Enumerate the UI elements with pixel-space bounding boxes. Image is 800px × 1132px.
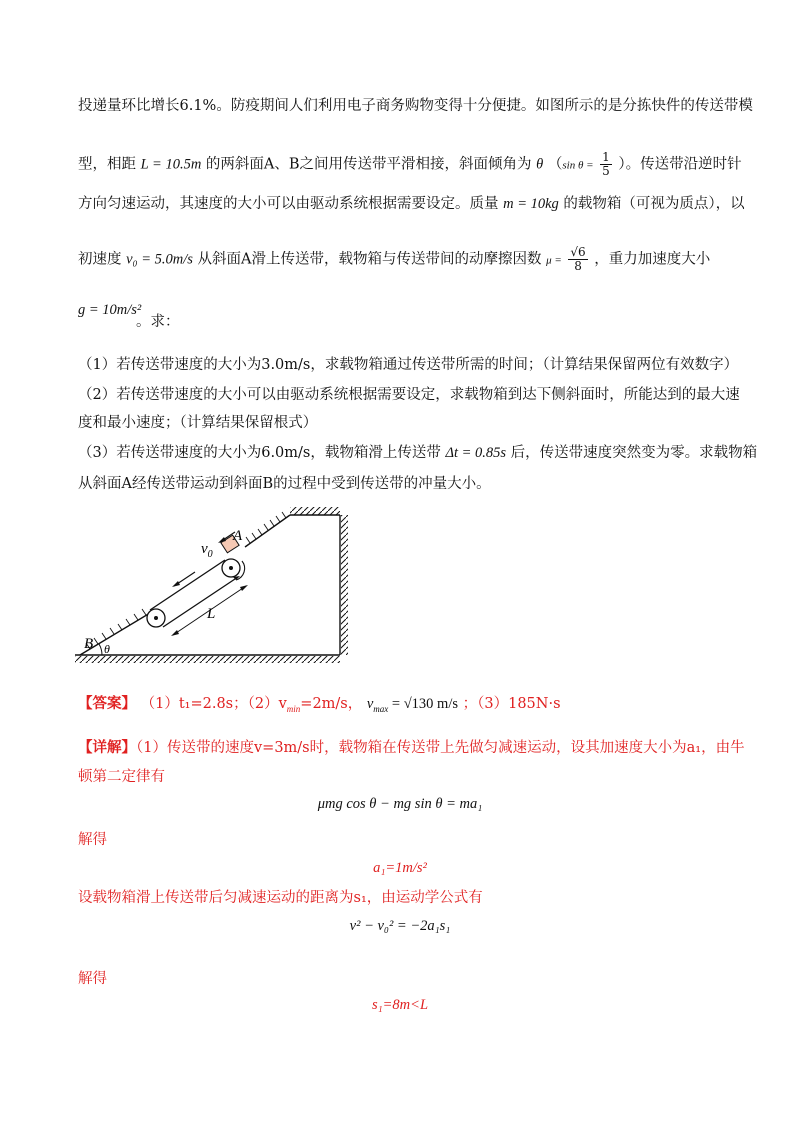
problem-line-2: 型，相距 L = 10.5m 的两斜面A、B之间用传送带平滑相接，斜面倾角为 θ （sin θ = $\frac{1}{5}$ ）。传送带沿逆时针 [78,150,742,178]
equation-3 [0,918,800,935]
text: 解得 [78,832,107,848]
mass-m: m = 10kg [503,196,559,212]
text: 从斜面A滑上传送带，载物箱与传送带间的动摩擦因数 [197,251,542,268]
label-theta: θ [104,642,110,656]
jiede-1 [78,830,107,850]
fraction-numerator: 1 [602,150,610,164]
theta-arc [99,644,102,655]
slope-A [245,515,290,547]
sin-theta: sin θ = [562,159,594,172]
text: a₁=1m/s² [373,860,427,876]
fraction-mu [568,246,587,273]
question-2b [78,413,317,433]
question-3b [78,474,491,494]
subscript: min [286,703,301,714]
text: （1）若传送带速度的大小为3.0m/s，求载物箱通过传送带所需的时间；（计算结果保留两位有效数字） [78,357,739,373]
detail-tag: 【详解】 [78,739,136,756]
initial-velocity: v₀ = 5.0m/s [126,251,193,268]
equation-4 [0,997,800,1014]
text: （3）若传送带速度的大小为6.0m/s，载物箱滑上传送带 [78,445,441,461]
text: 后，传送带速度突然变为零。求载物箱 [510,445,758,461]
text: s₁=8m<L [371,997,429,1013]
text: 从斜面A经传送带运动到斜面B的过程中受到传送带的冲量大小。 [78,476,491,492]
equation-2 [0,860,800,877]
text: ）。传送带沿逆时针 [618,156,742,173]
question-1 [78,355,738,375]
text: 设载物箱滑上传送带后匀减速运动的距离为s₁，由运动学公式有 [78,890,483,906]
text: =2m/s， [300,696,363,712]
question-3a [78,443,757,463]
mu-symbol: μ = [546,254,562,267]
jiede-2 [78,969,107,989]
label-L: L [207,606,216,622]
detail-line-1 [78,738,745,758]
problem-line-3 [78,194,745,214]
fraction-denominator: 8 [574,259,582,273]
equation-1 [0,796,800,813]
problem-line-5 [78,300,141,320]
problem-line-1 [78,96,753,116]
delta-t: Δt = 0.85s [445,445,507,461]
slope-B-hatch [86,609,146,649]
text: （1）t₁=2.8s；（2）v [140,696,287,712]
theta-symbol: θ [536,156,544,173]
belt-bottom [163,577,238,627]
text: ；（3）185N·s [462,696,561,712]
detail-line-3 [78,888,483,908]
text: （1）传送带的速度v=3m/s时，载物箱在传送带上先做匀减速运动，设其加速度大小为a₁，由牛 [136,740,745,756]
detail-line-2 [78,767,165,787]
text: v² − v₀² = −2a₁s₁ [349,918,451,934]
gravity-g: g = 10m/s² [78,302,142,318]
belt-top [150,560,225,610]
label-B: B [84,636,94,652]
text: 。求： [136,314,180,330]
text: 解得 [78,971,107,987]
text: 的载物箱（可视为质点），以 [563,196,745,212]
text: μmg cos θ − mg sin θ = ma₁ [317,796,483,812]
distance-L: L = 10.5m [140,156,202,173]
ground-hatch [75,656,340,663]
top-hatch [290,507,340,515]
text: ，重力加速度大小 [594,251,711,268]
label-v0: $v_0$ [201,541,213,560]
conveyor-figure [70,505,360,670]
label-A: A [233,528,243,544]
fraction-denominator: 5 [602,164,610,178]
text: （2）若传送带速度的大小可以由驱动系统根据需要设定，求载物箱到达下侧斜面时，所能达到的最大速 [78,387,740,403]
answer-tag: 【答案】 [78,695,136,712]
answer-line [78,694,561,719]
slope-A-hatch [246,512,286,543]
text: 的两斜面A、B之间用传送带平滑相接，斜面倾角为 [205,156,532,173]
fraction-numerator: √6 [570,245,586,259]
text: 顿第二定律有 [78,769,165,785]
problem-line-5b [136,312,180,332]
text: 型，相距 [78,156,136,173]
vmax-expression: $v_{max} = √130$ m/s [366,696,459,714]
problem-line-4 [78,246,710,273]
text: 初速度 [78,251,122,268]
text: 方向匀速运动，其速度的大小可以由驱动系统根据需要设定。质量 [78,196,499,212]
wall-hatch [341,515,348,655]
text: 投递量环比增长6.1%。防疫期间人们利用电子商务购物变得十分便捷。如图所示的是分拣快件的传送带模 [78,98,753,114]
fraction-one-fifth [600,151,612,178]
text: 度和最小速度；（计算结果保留根式） [78,415,318,431]
question-2a [78,385,740,405]
